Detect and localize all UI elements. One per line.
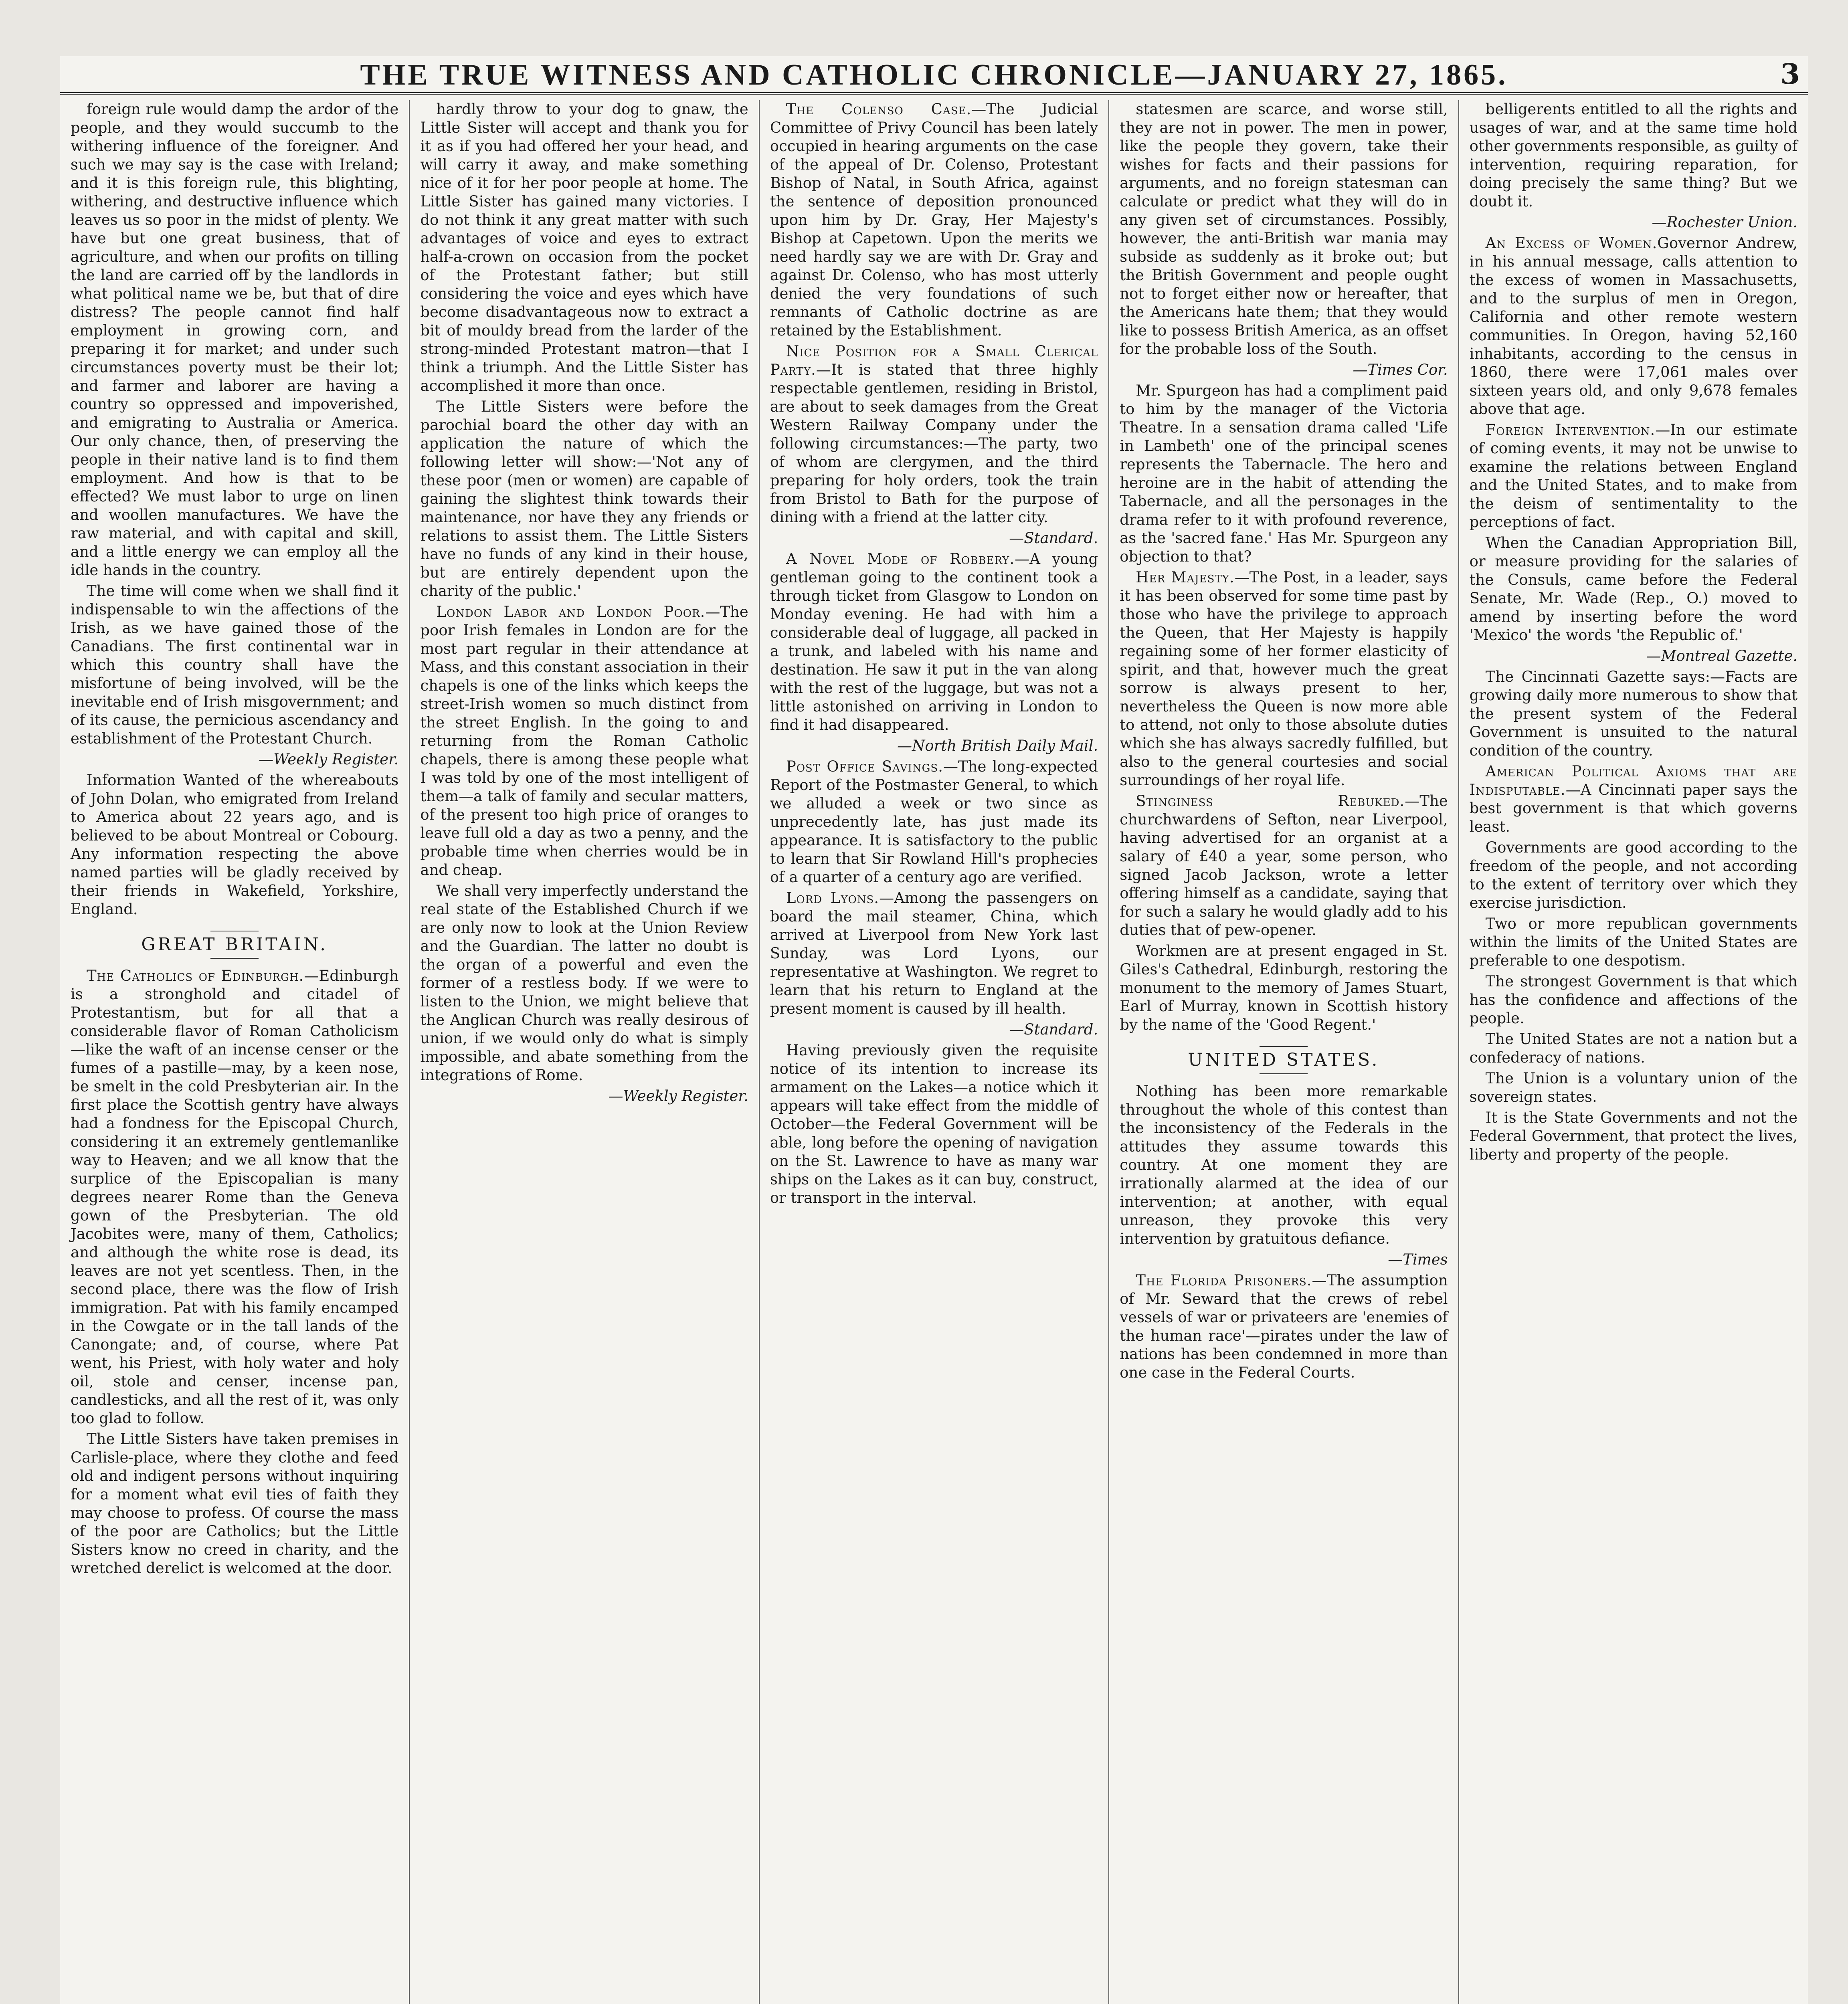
column-3 — [760, 100, 1109, 2004]
article-lead: A Novel Mode of Robbery. — [786, 550, 1015, 568]
article-paragraph — [1120, 1082, 1448, 1248]
article-lead: American Political Axioms that are Indisputable. — [1469, 763, 1798, 798]
section-heading: UNITED STATES. — [1120, 1046, 1448, 1074]
article-paragraph — [420, 100, 748, 395]
article-text: —The churchwardens of Sefton, near Liverpool, having advertised for an organist at a salary of £40 a year, some person, who signed Jacob Jackson, wrote a letter offering himself as a candidate, saying that for such a salary he would gladly add to his duties that of pew-opener. — [1120, 792, 1448, 939]
article-paragraph — [1120, 382, 1448, 566]
article-text: —The assumption of Mr. Seward that the crews of rebel vessels of war or privateers are 'enemies of the human race'—pirates under the law of nations has been condemned in more than one case in the Federal Courts. — [1120, 1272, 1448, 1381]
article-text: foreign rule would damp the ardor of the people, and they would succumb to the withering influence of the foreigner. And such we may say is the case with Ireland; and it is this foreign rule, this blighting, withering, and destructive influence which leaves us so poor in the midst of plenty. We have but one great business, that of agriculture, and when our profits on tilling the land are carried off by the landlords in what political name we be, but that of dire distress? The people cannot find half employment in growing corn, and preparing it for market; and under such circumstances poverty must be their lot; and farmer and laborer are having a country so oppressed and impoverished, and emigrating to Australia or America. Our only chance, then, of preserving the people in their native land is to find them employment. And how is that to be effected? We must labor to urge on linen and woollen manufactures. We have the raw material, and with capital and skill, and a little energy we can employ all the idle hands in the country. — [71, 101, 399, 579]
column-5 — [1459, 100, 1808, 2004]
masthead — [60, 56, 1808, 95]
article-paragraph — [71, 771, 398, 919]
article-paragraph — [1470, 234, 1797, 418]
article-text: —The Post, in a leader, says it has been observed for some time past by those who have the privilege to approach the Queen, that Her Majesty is happily regaining some of her former elasticity of spirit, and that, however much the great sorrow is always present to her, nevertheless the Queen is now more able to attend, not only to those absolute duties which she has always sacredly fulfilled, but also to the general courtesies and social surroundings of her royal life. — [1120, 569, 1448, 789]
article-source: —Times Cor. — [1353, 361, 1448, 378]
article-paragraph — [1120, 942, 1448, 1034]
article-text: —The Judicial Committee of Privy Council has been lately occupied in hearing arguments on the case of the appeal of Dr. Colenso, Protestant Bishop of Natal, in South Africa, against the sentence of deposition pronounced upon him by Dr. Gray, Her Majesty's Bishop at Capetown. Upon the merits we need hardly say we are with Dr. Gray and against Dr. Colenso, who has most utterly denied the very foundations of such remnants of Catholic doctrine as are retained by the Establishment. — [770, 101, 1098, 339]
article-text: —It is stated that three highly respectable gentlemen, residing in Bristol, are about to seek damages from the Great Western Railway Company under the following circumstances:—The party, two of whom are clergymen, and the third preparing for holy orders, took the train from Bristol to Bath for the purpose of dining with a friend at the latter city. — [770, 361, 1098, 526]
article-lead: Lord Lyons. — [786, 889, 880, 907]
article-source: —Times — [1388, 1251, 1448, 1268]
newspaper-page — [60, 56, 1808, 2004]
article-lead: Foreign Intervention. — [1485, 421, 1656, 438]
article-source: —Weekly Register. — [608, 1087, 748, 1105]
article-source: —Montreal Gazette. — [1646, 647, 1798, 665]
article-text: The United States are not a nation but a confederacy of nations. — [1469, 1030, 1798, 1066]
article-paragraph — [420, 882, 748, 1085]
article-lead: Stinginess Rebuked. — [1136, 792, 1405, 810]
article-text: —The poor Irish females in London are for the most part regular in their attendance at Mass, and this constant association in their chapels is one of the links which keeps the street-Irish women so much distinct from the street English. In the going to and returning from the Roman Catholic chapels, there is among these people what I was told by one of the most intelligent of them—a talk of family and secular matters, of the present too high price of oranges to leave full old a day as two a penny, and the probable time when cherries would be in and cheap. — [420, 603, 748, 879]
article-paragraph — [1470, 972, 1797, 1028]
article-columns — [60, 100, 1808, 2004]
article-paragraph — [71, 100, 398, 580]
article-paragraph — [1470, 915, 1797, 970]
article-lead: An Excess of Women. — [1485, 234, 1658, 252]
article-text: The Cincinnati Gazette says:—Facts are growing daily more numerous to show that the present system of the Federal Government is unsuited to the natural condition of the country. — [1469, 668, 1798, 759]
masthead-title: THE TRUE WITNESS AND CATHOLIC CHRONICLE—JANUARY 27, 1865. — [360, 59, 1508, 91]
article-source: —Weekly Register. — [259, 751, 399, 768]
article-paragraph — [770, 1041, 1098, 1207]
article-paragraph — [1470, 668, 1797, 760]
article-text: Workmen are at present engaged in St. Giles's Cathedral, Edinburgh, restoring the monument to the memory of James Stuart, Earl of Murray, known in Scottish history by the name of the 'Good Regent.' — [1120, 942, 1448, 1033]
article-text: The strongest Government is that which has the confidence and affections of the people. — [1469, 973, 1798, 1027]
article-text: Having previously given the requisite notice of its intention to increase its armament on the Lakes—a notice which it appears will take effect from the middle of October—the Federal Government will be able, long before the opening of navigation on the St. Lawrence to have as many war ships on the Lakes as it can buy, construct, or transport in the interval. — [770, 1042, 1098, 1206]
article-text: When the Canadian Appropriation Bill, or measure providing for the salaries of the Consuls, came before the Federal Senate, Mr. Wade (Rep., O.) moved to amend by inserting before the word 'Mexico' the words 'the Republic of.' — [1469, 534, 1798, 644]
article-text: —Among the passengers on board the mail steamer, China, which arrived at Liverpool from New York last Sunday, was Lord Lyons, our representative at Washington. We regret to learn that his return to England at the present moment is caused by ill health. — [770, 889, 1098, 1017]
article-text: Governments are good according to the freedom of the people, and not according to the extent of territory over which they exercise jurisdiction. — [1469, 839, 1798, 911]
article-text: Information Wanted of the whereabouts of John Dolan, who emigrated from Ireland to America about 22 years ago, and is believed to be about Montreal or Cobourg. Any information respecting the above named parties will be gladly received by their friends in Wakefield, Yorkshire, England. — [71, 772, 399, 918]
article-paragraph — [420, 603, 748, 879]
article-source: —Standard. — [1009, 1021, 1098, 1038]
article-text: We shall very imperfectly understand the real state of the Established Church if we are only now to look at the Union Review and the Guardian. The latter no doubt is the organ of a powerful and even the former of a restless body. If we were to listen to the Union, we might believe that the Anglican Church was really desirous of union, if we would only do what is simply impossible, and abate something from the integrations of Rome. — [420, 882, 748, 1084]
article-paragraph — [1470, 421, 1797, 531]
article-source: —Standard. — [1009, 529, 1098, 547]
column-4 — [1109, 100, 1459, 2004]
article-text: —The long-expected Report of the Postmaster General, to which we alluded a week or two since as unprecedently late, has just made its appearance. It is satisfactory to the public to learn that Sir Rowland Hill's prophecies of a quarter of a century ago are verified. — [770, 758, 1098, 886]
article-paragraph — [71, 582, 398, 748]
article-text: —In our estimate of coming events, it may not be unwise to examine the relations between England and the United States, and to make from the deism of sentimentality to the perceptions of fact. — [1469, 421, 1798, 531]
article-lead: The Florida Prisoners. — [1136, 1272, 1312, 1289]
article-paragraph — [1470, 1109, 1797, 1164]
article-text: Mr. Spurgeon has had a compliment paid to him by the manager of the Victoria Theatre. In a sensation drama called 'Life in Lambeth' one of the principal scenes represents the Tabernacle. The hero and heroine are in the habit of attending the Tabernacle, and all the personages in the drama refer to it with profound reverence, as the 'sacred fane.' Has Mr. Spurgeon any objection to that? — [1120, 382, 1448, 565]
section-heading: GREAT BRITAIN. — [71, 931, 398, 959]
article-paragraph — [770, 100, 1098, 340]
article-paragraph — [770, 550, 1098, 734]
article-text: hardly throw to your dog to gnaw, the Little Sister will accept and thank you for it as if you had offered her your head, and will carry it away, and make something nice of it for her poor people at home. The Little Sister has gained many victories. I do not think it any great matter with such advantages of voice and eyes to extract half-a-crown on occasion from the pocket of the Protestant father; but still considering the voice and eyes which have become disadvantageous now to extract a bit of mouldy bread from the larder of the strong-minded Protestant matron—that I think a triumph. And the Little Sister has accomplished it more than once. — [420, 101, 748, 394]
article-paragraph — [1470, 534, 1797, 644]
article-lead: Her Majesty. — [1136, 569, 1235, 586]
article-text: statesmen are scarce, and worse still, they are not in power. The men in power, like the people they govern, take their wishes for facts and their passions for arguments, and no foreign statesman can calculate or predict what they will do in any given set of circumstances. Possibly, however, the anti-British war mania may subside as suddenly as it broke out; but the British Government and people ought not to forget either now or hereafter, that the Americans hate them; that they would like to possess British America, as an offset for the probable loss of the South. — [1120, 101, 1448, 358]
column-2 — [410, 100, 759, 2004]
article-paragraph — [71, 967, 398, 1428]
article-lead: The Colenso Case. — [786, 101, 972, 118]
article-text: —Edinburgh is a stronghold and citadel of Protestantism, but for all that a considerable flavor of Roman Catholicism—like the waft of an incense censer or the fumes of a pastille—may, by a keen nose, be smelt in the cold Presbyterian air. In the first place the Scottish gentry have always had a fondness for the Episcopal Church, considering it an extremely gentlemanlike way to Heaven; and we all know that the surplice of the Episcopalian is many degrees nearer Rome than the Geneva gown of the Presbyterian. The old Jacobites were, many of them, Catholics; and although the white rose is dead, its leaves are not yet scentless. Then, in the second place, there was the flow of Irish immigration. Pat with his family encamped in the Cowgate or in the tall lands of the Canongate; and, of course, where Pat went, his Priest, with holy water and holy oil, stole and censer, incense pan, candlesticks, and all the rest of it, was only too glad to follow. — [71, 967, 399, 1427]
article-lead: Post Office Savings. — [786, 758, 944, 775]
article-paragraph — [1470, 1069, 1797, 1106]
article-paragraph — [1120, 792, 1448, 939]
page-number: 3 — [1780, 57, 1800, 91]
article-text: The time will come when we shall find it indispensable to win the affections of the Irish, as we have gained those of the Canadians. The first continental war in which this country shall have the misfortune of being involved, will be the inevitable end of Irish misgovernment; and of its cause, the pernicious ascendancy and establishment of the Protestant Church. — [71, 582, 399, 747]
article-lead: The Catholics of Edinburgh. — [87, 967, 304, 984]
article-paragraph — [770, 889, 1098, 1018]
article-paragraph — [1470, 100, 1797, 211]
article-paragraph — [1470, 1030, 1797, 1067]
article-paragraph — [1120, 1271, 1448, 1382]
article-paragraph — [71, 1430, 398, 1578]
article-text: —A young gentleman going to the continent took a through ticket from Glasgow to London on Monday evening. He had with him a considerable deal of luggage, all packed in a trunk, and labeled with his name and destination. He saw it put in the van along with the rest of the luggage, but was not a little astonished on arriving in London to find it had disappeared. — [770, 550, 1098, 733]
article-text: Governor Andrew, in his annual message, calls attention to the excess of women in Massachusetts, and to the surplus of men in Oregon, California and other remote western communities. In Oregon, having 52,160 inhabitants, according to the census in 1860, there were 17,061 males over sixteen years old, and only 9,678 females above that age. — [1469, 234, 1798, 418]
article-text: belligerents entitled to all the rights and usages of war, and at the same time hold other governments responsible, as guilty of intervention, requiring reparation, for doing precisely the same thing? But we doubt it. — [1469, 101, 1798, 210]
article-source: —Rochester Union. — [1652, 214, 1798, 231]
article-paragraph — [1470, 838, 1797, 912]
article-paragraph — [1470, 762, 1797, 836]
article-lead: London Labor and London Poor. — [436, 603, 706, 620]
article-paragraph — [770, 758, 1098, 887]
article-text: It is the State Governments and not the Federal Government, that protect the lives, liberty and property of the people. — [1469, 1109, 1798, 1163]
article-source: —North British Daily Mail. — [897, 737, 1098, 754]
column-1 — [60, 100, 410, 2004]
article-text: The Union is a voluntary union of the sovereign states. — [1469, 1070, 1798, 1105]
article-text: The Little Sisters were before the parochial board the other day with an application the nature of which the following letter will show:—'Not any of these poor (men or women) are capable of gaining the slightest think towards their maintenance, nor have they any friends or relations to assist them. The Little Sisters have no funds of any kind in their house, but are entirely dependent upon the charity of the public.' — [420, 398, 748, 600]
article-text: Nothing has been more remarkable throughout the whole of this contest than the inconsistency of the Federals in the attitudes they assume towards this country. At one moment they are irrationally alarmed at the idea of our intervention; at another, with equal unreason, they provoke this very intervention by gratuitous defiance. — [1120, 1083, 1448, 1247]
article-paragraph — [770, 342, 1098, 527]
article-lead: Nice Position for a Small Clerical Party. — [770, 343, 1098, 378]
article-paragraph — [1120, 100, 1448, 358]
article-text: Two or more republican governments within the limits of the United States are preferable to one despotism. — [1469, 915, 1798, 969]
article-text: —A Cincinnati paper says the best government is that which governs least. — [1469, 781, 1798, 835]
article-paragraph — [420, 398, 748, 600]
article-text: The Little Sisters have taken premises in Carlisle-place, where they clothe and feed old and indigent persons without inquiring for a moment what evil ties of faith they may choose to profess. Of course the mass of the poor are Catholics; but the Little Sisters know no creed in charity, and the wretched derelict is welcomed at the door. — [71, 1430, 399, 1577]
article-paragraph — [1120, 568, 1448, 790]
